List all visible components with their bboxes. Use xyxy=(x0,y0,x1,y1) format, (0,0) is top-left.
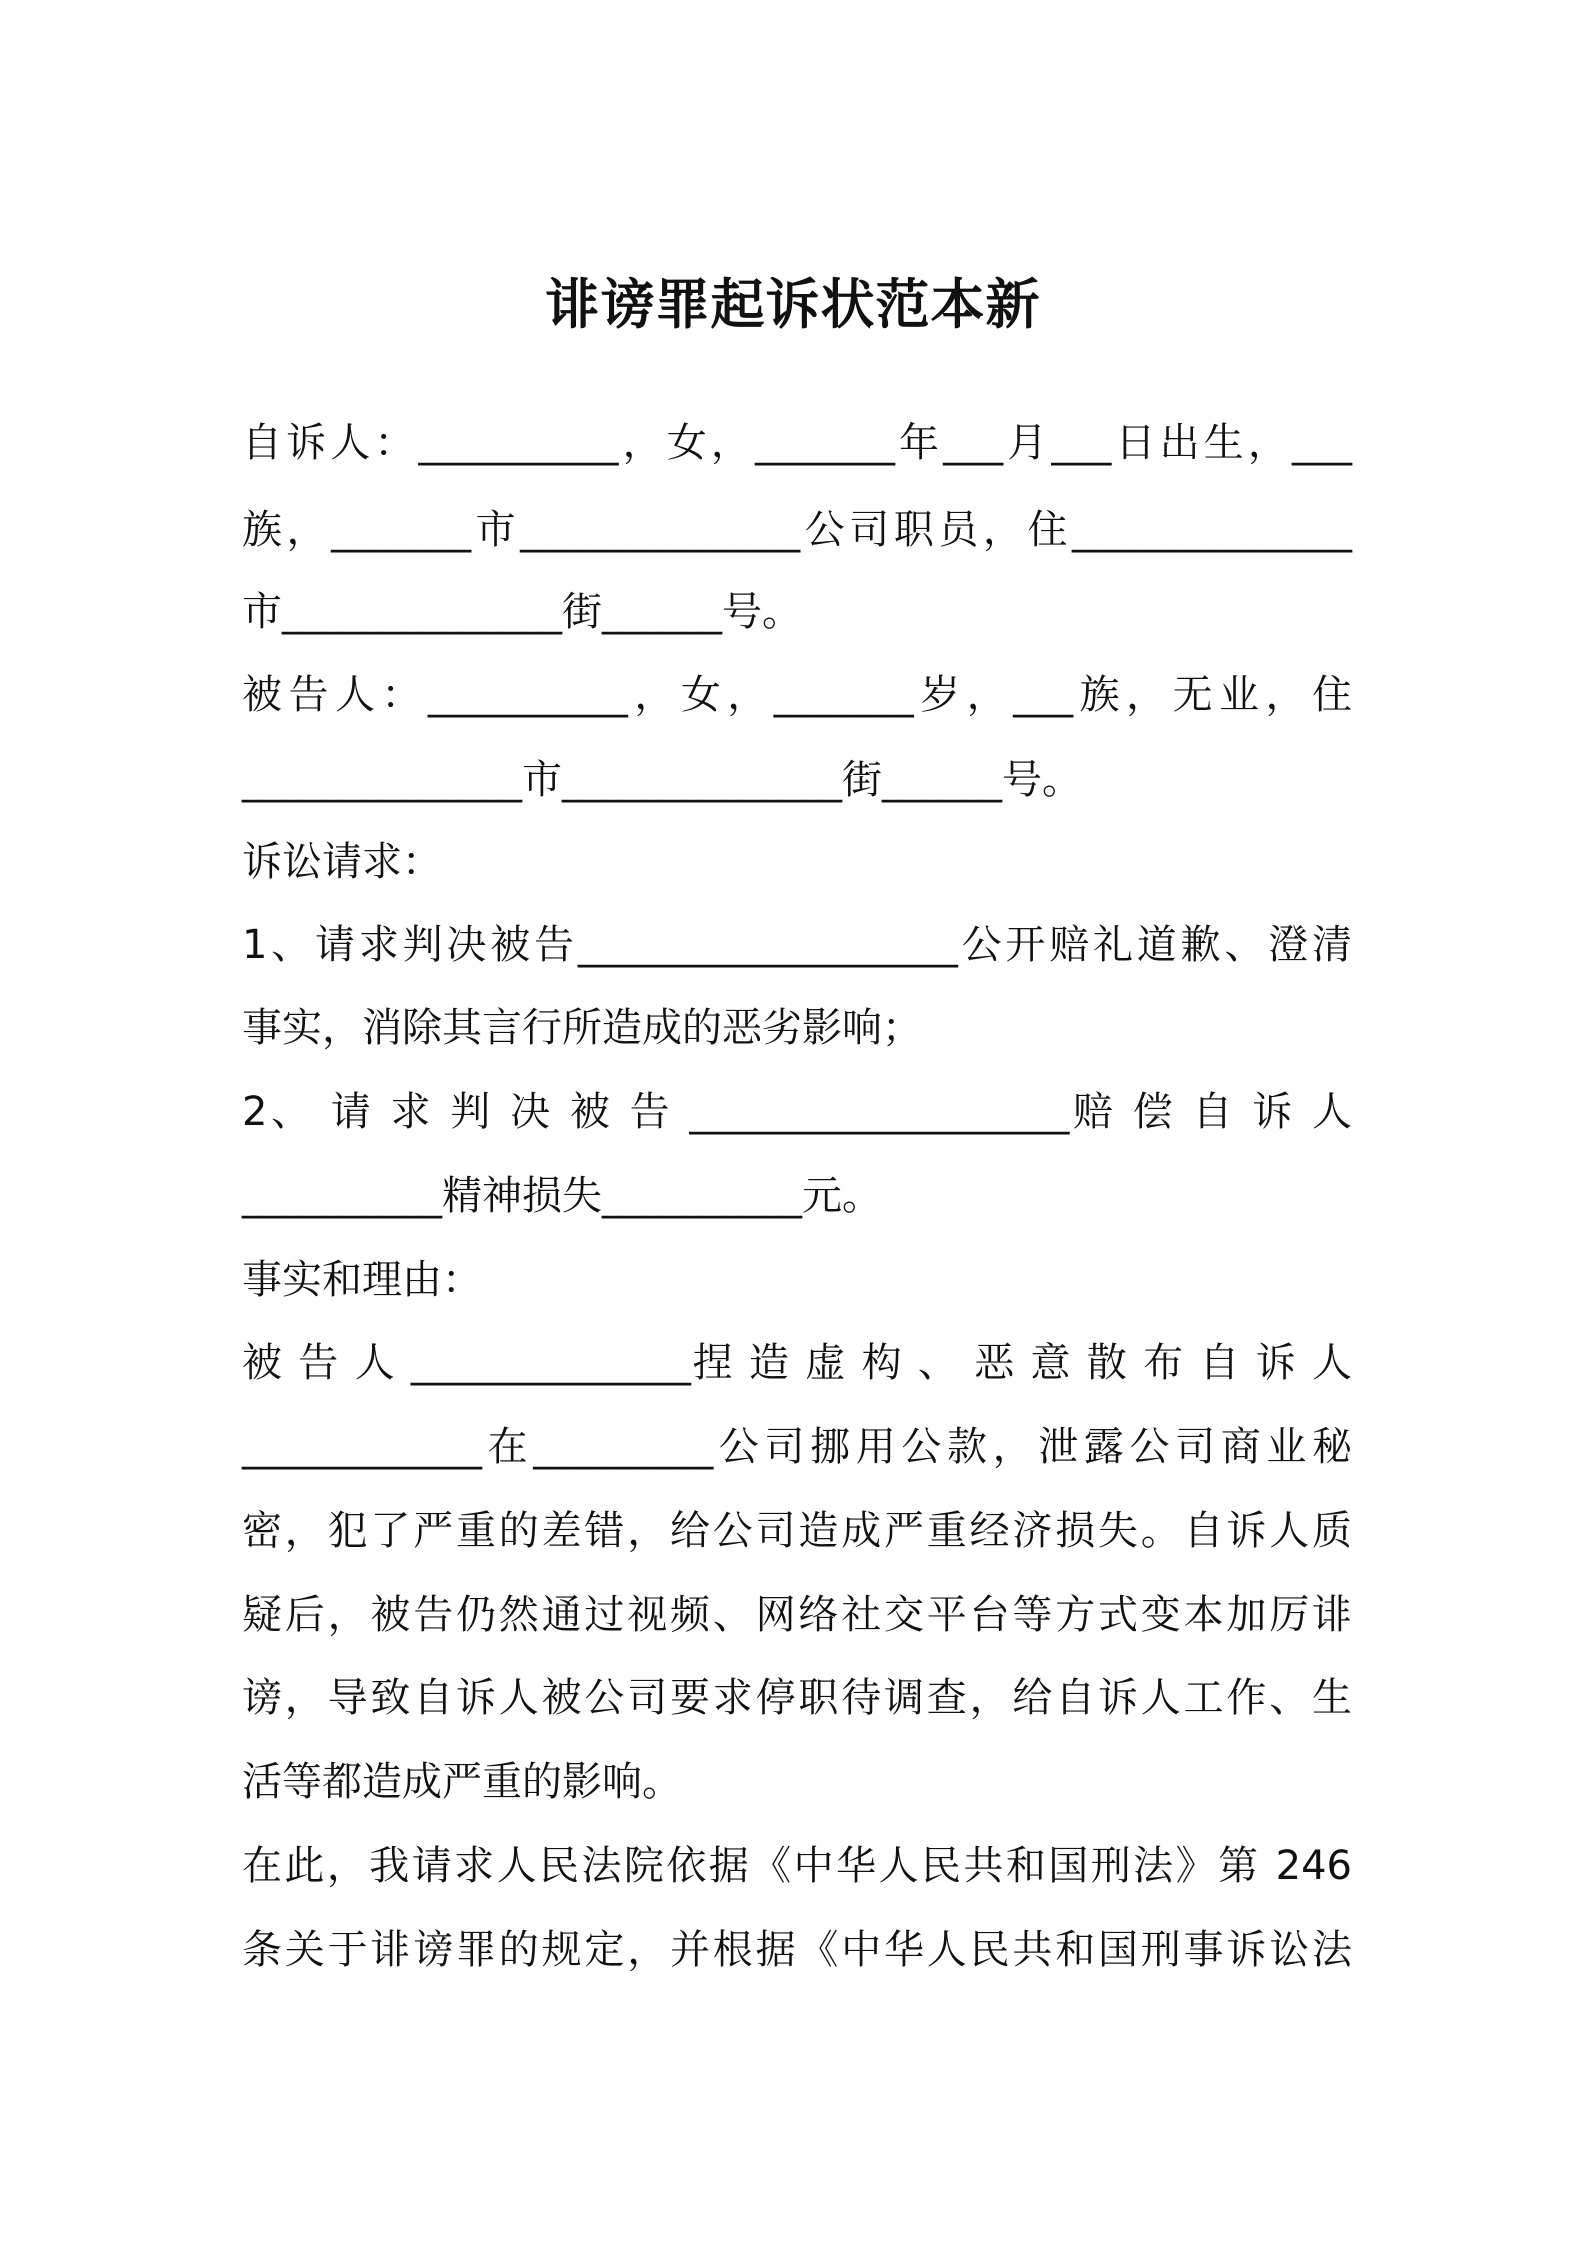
defendant-line-2: ______________市______________街______号。 xyxy=(242,757,1082,803)
request-line-2: 条关于诽谤罪的规定，并根据《中华人民共和国刑事诉讼法 xyxy=(242,1927,1352,1973)
claim-2-line-1: 2、 请 求 判 决 被 告 ___________________赔 偿 自 诉 人 xyxy=(242,1089,1352,1135)
claims-heading: 诉讼请求： xyxy=(242,839,442,885)
facts-line-6: 活等都造成严重的影响。 xyxy=(242,1759,682,1805)
facts-line-4: 疑后，被告仍然通过视频、网络社交平台等方式变本加厉诽 xyxy=(242,1592,1352,1638)
request-line-1: 在此，我请求人民法院依据《中华人民共和国刑法》第 246 xyxy=(242,1843,1352,1889)
facts-line-5: 谤，导致自诉人被公司要求停职待调查，给自诉人工作、生 xyxy=(242,1675,1352,1721)
claim-1-line-1: 1、请求判决被告___________________公开赔礼道歉、澄清 xyxy=(242,922,1352,968)
plaintiff-line-3: 市______________街______号。 xyxy=(242,589,802,635)
claim-2-line-2: __________精神损失__________元。 xyxy=(242,1173,882,1219)
plaintiff-line-2: 族，_______市______________公司职员，住______________ xyxy=(242,507,1352,553)
facts-heading: 事实和理由： xyxy=(242,1257,482,1303)
defendant-line-1: 被告人：__________，女，_______岁，___族，无业，住 xyxy=(242,672,1352,718)
plaintiff-line-1: 自诉人：__________，女，_______年___月___日出生，___ xyxy=(242,420,1352,466)
facts-line-2: ____________在_________公司挪用公款，泄露公司商业秘 xyxy=(242,1424,1352,1470)
document-title: 诽谤罪起诉状范本新 xyxy=(545,273,1041,336)
facts-line-3: 密，犯了严重的差错，给公司造成严重经济损失。自诉人质 xyxy=(242,1508,1352,1554)
facts-line-1: 被 告 人 ______________捏 造 虚 构 、 恶 意 散 布 自 诉 人 xyxy=(242,1340,1352,1386)
claim-1-line-2: 事实，消除其言行所造成的恶劣影响； xyxy=(242,1005,922,1051)
